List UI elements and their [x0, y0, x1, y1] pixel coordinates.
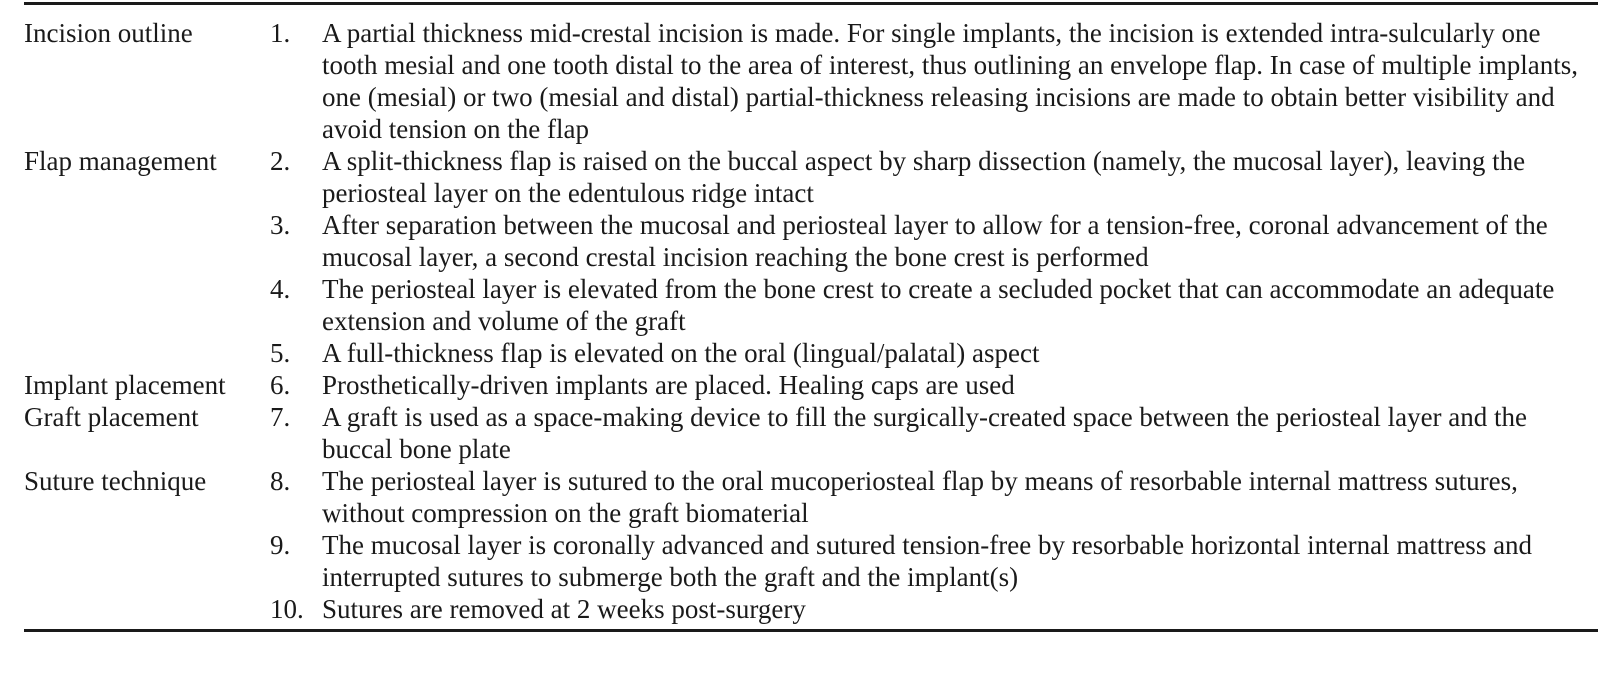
- step-number: 2.: [270, 146, 291, 176]
- step-description: The periosteal layer is sutured to the oral mucoperiosteal flap by means of resorbable internal mattress sutures, without compression on the graft biomaterial: [322, 466, 1518, 528]
- step-description: A graft is used as a space-making device to fill the surgically-created space between the periosteal layer and the buccal bone plate: [322, 402, 1528, 464]
- table-row: [24, 401, 1598, 465]
- table-row: [24, 529, 1598, 593]
- table-bottom-rule: [24, 629, 1598, 632]
- phase-cell: [24, 337, 270, 369]
- table-row: [24, 273, 1598, 337]
- step-number: 4.: [270, 274, 291, 304]
- phase-cell: [24, 593, 270, 629]
- step-description: A full-thickness flap is elevated on the oral (lingual/palatal) aspect: [322, 338, 1040, 368]
- phase-cell: Implant placement: [24, 370, 226, 400]
- step-number: 9.: [270, 530, 291, 560]
- phase-cell: [24, 273, 270, 337]
- step-number: 5.: [270, 338, 291, 368]
- phase-cell: Incision outline: [24, 18, 193, 48]
- table-row: [24, 5, 1598, 145]
- phase-cell: [24, 529, 270, 593]
- table-row: [24, 465, 1598, 529]
- phase-cell: Flap management: [24, 146, 217, 176]
- table-row: [24, 369, 1598, 401]
- phase-cell: [24, 209, 270, 273]
- step-description: Sutures are removed at 2 weeks post-surgery: [322, 594, 806, 624]
- surgical-protocol-table: [24, 5, 1598, 629]
- step-number: 7.: [270, 402, 291, 432]
- step-number: 10.: [270, 594, 304, 624]
- table-row: [24, 209, 1598, 273]
- step-number: 3.: [270, 210, 291, 240]
- step-description: The mucosal layer is coronally advanced and sutured tension-free by resorbable horizontal internal mattress and interrupted sutures to submerge both the graft and the implant(s): [322, 530, 1533, 592]
- step-description: The periosteal layer is elevated from the bone crest to create a secluded pocket that can accommodate an adequate extension and volume of the graft: [322, 274, 1555, 336]
- step-number: 6.: [270, 370, 291, 400]
- phase-cell: Suture technique: [24, 466, 207, 496]
- step-description: A split-thickness flap is raised on the buccal aspect by sharp dissection (namely, the mucosal layer), leaving the periosteal layer on the edentulous ridge intact: [322, 146, 1526, 208]
- step-description: After separation between the mucosal and periosteal layer to allow for a tension-free, coronal advancement of the mucosal layer, a second crestal incision reaching the bone crest is performed: [322, 210, 1548, 272]
- table-row: [24, 145, 1598, 209]
- table-row: [24, 593, 1598, 629]
- step-description: A partial thickness mid-crestal incision is made. For single implants, the incision is extended intra-sulcularly one tooth mesial and one tooth distal to the area of interest, thus outlining an envelope flap. In case of multiple implants, one (mesial) or two (mesial and distal) partial-thickness releasing incisions are made to obtain better visibility and avoid tension on the flap: [322, 18, 1578, 144]
- phase-cell: Graft placement: [24, 402, 199, 432]
- step-number: 1.: [270, 18, 291, 48]
- step-number: 8.: [270, 466, 291, 496]
- protocol-table-container: [24, 0, 1598, 632]
- step-description: Prosthetically-driven implants are placed. Healing caps are used: [322, 370, 1015, 400]
- table-row: [24, 337, 1598, 369]
